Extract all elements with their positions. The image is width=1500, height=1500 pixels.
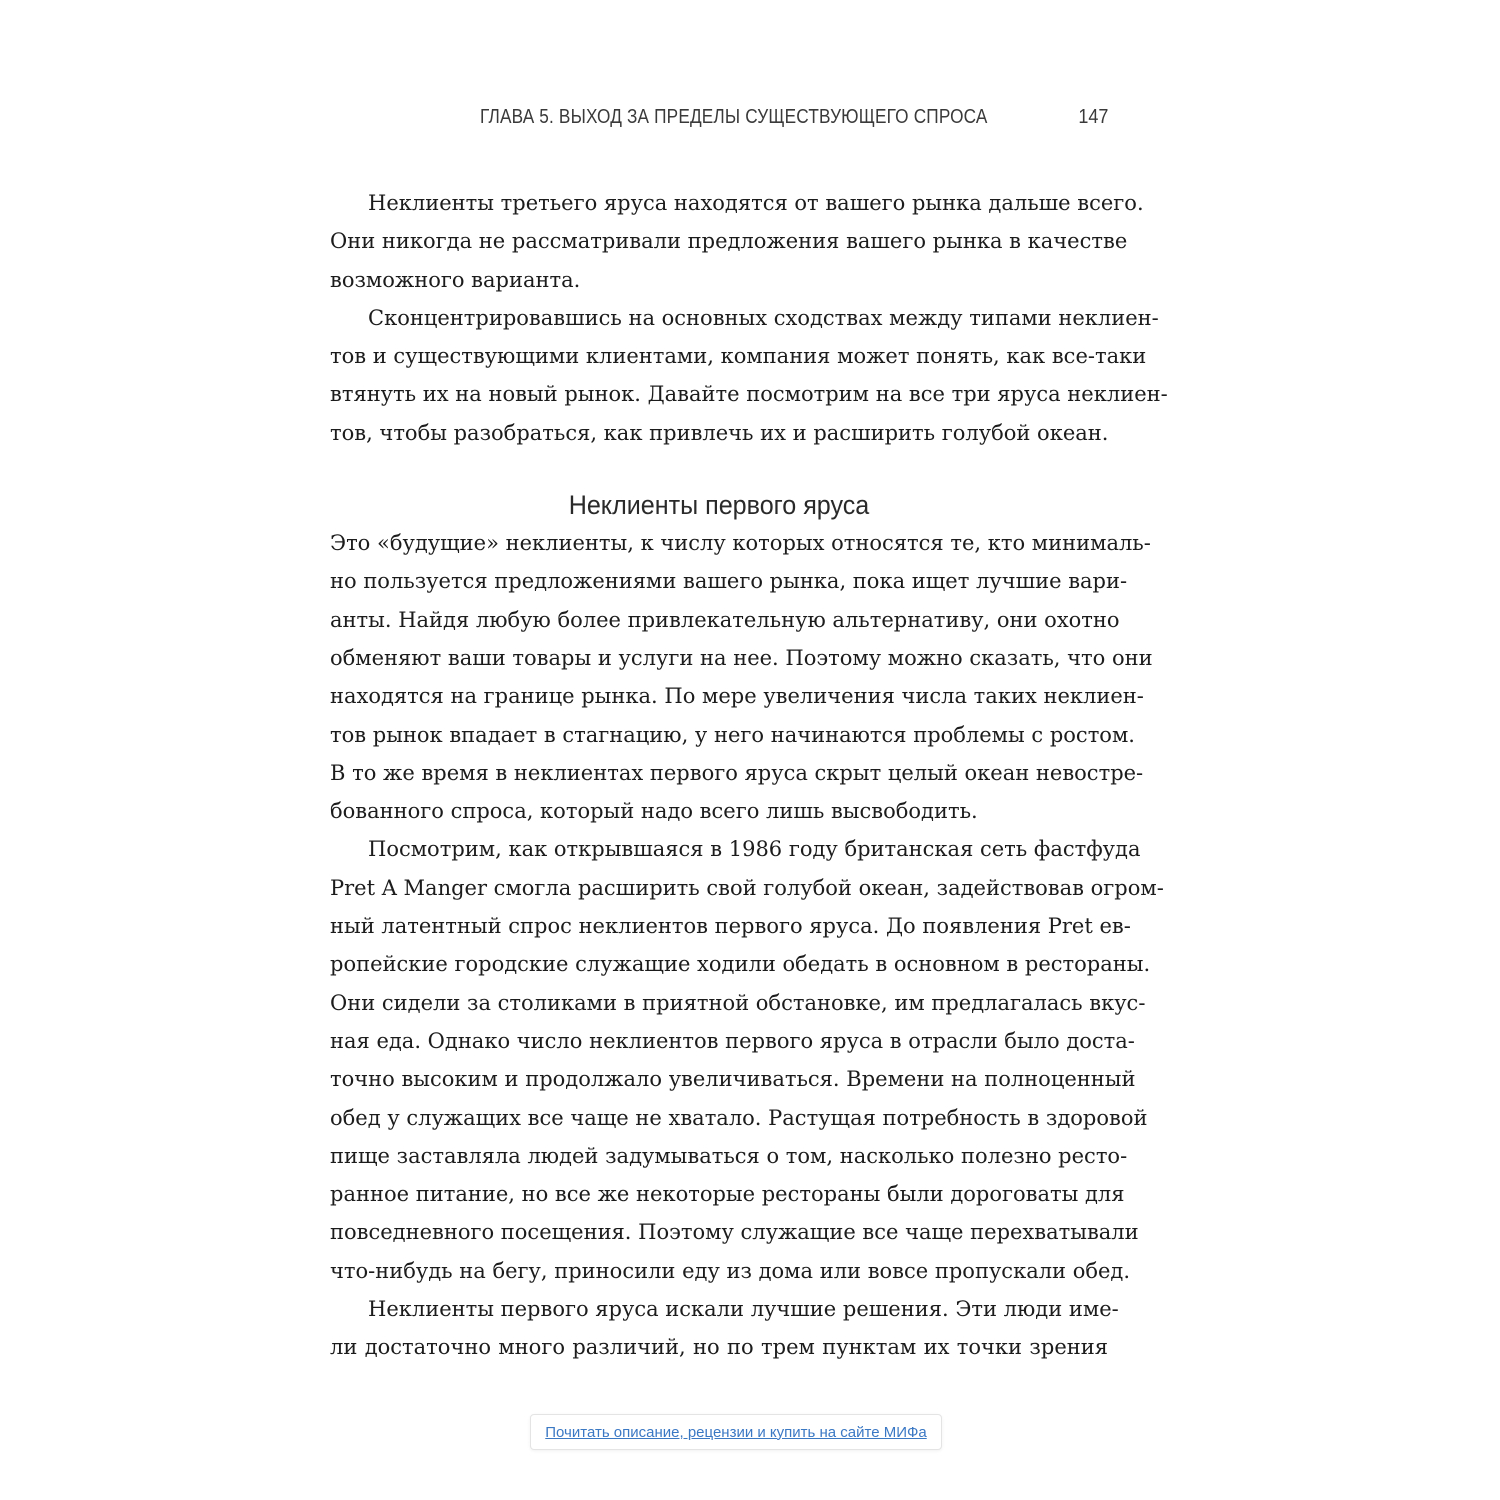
- text-line: Pret A Manger смогла расширить свой голубой океан, задействовав огром-: [330, 875, 1164, 900]
- text-line: находятся на границе рынка. По мере увеличения числа таких неклиен-: [330, 684, 1144, 709]
- text-line: что-нибудь на бегу, приносили еду из дома или вовсе пропускали обед.: [330, 1258, 1131, 1283]
- text-line: тов, чтобы разобраться, как привлечь их и расширить голубой океан.: [330, 420, 1109, 445]
- text-line: Неклиенты третьего яруса находятся от вашего рынка дальше всего.: [368, 191, 1144, 215]
- paragraph: [330, 524, 1153, 830]
- text-line: бованного спроса, который надо всего лишь высвободить.: [330, 799, 978, 824]
- text-line: обед у служащих все чаще не хватало. Растущая потребность в здоровой: [330, 1105, 1148, 1130]
- text-line: Они сидели за столиками в приятной обстановке, им предлагалась вкус-: [330, 990, 1146, 1015]
- text-line: Неклиенты первого яруса искали лучшие решения. Эти люди име-: [368, 1297, 1119, 1322]
- text-line: тов и существующими клиентами, компания может понять, как все-таки: [330, 344, 1147, 369]
- text-line: ли достаточно много различий, но по трем пунктам их точки зрения: [330, 1335, 1108, 1360]
- text-line: тов рынок впадает в стагнацию, у него начинаются проблемы с ростом.: [330, 722, 1135, 747]
- text-line: Сконцентрировавшись на основных сходствах между типами неклиен-: [368, 305, 1159, 330]
- footer-link-box: [530, 1414, 942, 1450]
- text-line: но пользуется предложениями вашего рынка, пока ищет лучшие вари-: [330, 569, 1128, 594]
- text-line: точно высоким и продолжало увеличиваться. Времени на полноценный: [330, 1067, 1136, 1092]
- buy-on-mif-link[interactable]: Почитать описание, рецензии и купить на сайте МИФа: [545, 1423, 927, 1441]
- text-line: ная еда. Однако число неклиентов первого яруса в отрасли было доста-: [330, 1028, 1135, 1053]
- text-line: анты. Найдя любую более привлекательную альтернативу, они охотно: [330, 607, 1120, 632]
- section-heading: Неклиенты первого яруса: [568, 490, 870, 521]
- page-number: 147: [1077, 106, 1108, 128]
- page-body: [330, 184, 1168, 1367]
- text-line: Они никогда не рассматривали предложения вашего рынка в качестве: [330, 229, 1128, 254]
- chapter-title: ГЛАВА 5. ВЫХОД ЗА ПРЕДЕЛЫ СУЩЕСТВУЮЩЕГО СПРОСА: [480, 106, 988, 128]
- text-line: втянуть их на новый рынок. Давайте посмотрим на все три яруса неклиен-: [330, 382, 1168, 407]
- text-line: В то же время в неклиентах первого яруса скрыт целый океан невостре-: [330, 760, 1144, 785]
- text-line: ранное питание, но все же некоторые рестораны были дороговаты для: [330, 1182, 1125, 1207]
- paragraph: [330, 184, 1144, 299]
- paragraph: [330, 299, 1168, 452]
- text-line: Это «будущие» неклиенты, к числу которых относятся те, кто минималь-: [330, 531, 1151, 556]
- text-line: ный латентный спрос неклиентов первого яруса. До появления Pret ев-: [330, 914, 1131, 939]
- paragraph: [330, 830, 1164, 1290]
- running-head: [330, 106, 1108, 136]
- text-line: Посмотрим, как открывшаяся в 1986 году британская сеть фастфуда: [368, 837, 1141, 862]
- text-line: пище заставляла людей задумываться о том, насколько полезно ресто-: [330, 1143, 1128, 1168]
- paragraph: [330, 1290, 1119, 1367]
- text-line: ропейские городские служащие ходили обедать в основном в рестораны.: [330, 952, 1151, 977]
- text-line: повседневного посещения. Поэтому служащие все чаще перехватывали: [330, 1220, 1139, 1245]
- text-line: возможного варианта.: [330, 267, 581, 292]
- text-line: обменяют ваши товары и услуги на нее. Поэтому можно сказать, что они: [330, 645, 1153, 670]
